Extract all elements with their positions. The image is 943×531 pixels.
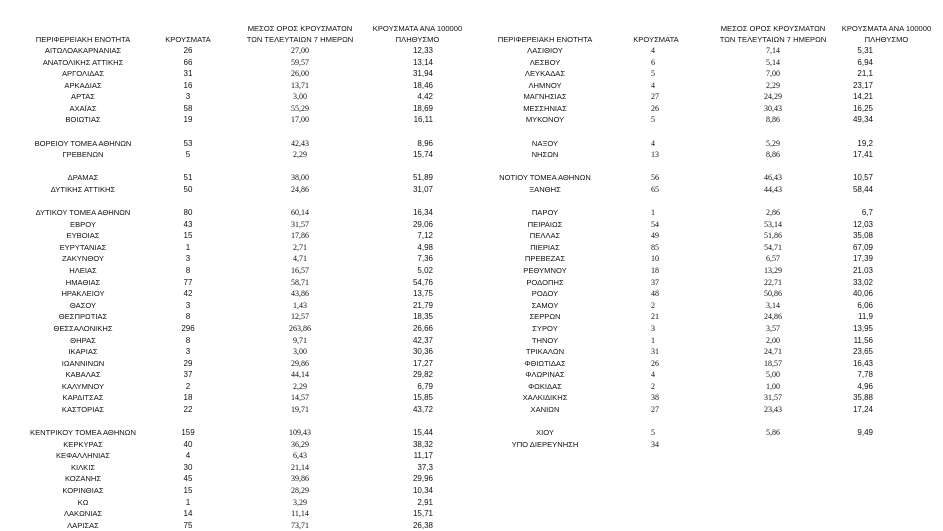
cases-cell: 5 xyxy=(185,150,191,160)
avg-7day-cell: 60,14 xyxy=(291,208,309,218)
region-name-cell: ΦΘΙΩΤΙΔΑΣ xyxy=(524,358,566,368)
per-100k-cell: 17,27 xyxy=(412,358,433,368)
avg-7day-cell: 28,29 xyxy=(291,486,309,496)
cases-cell: 27 xyxy=(651,404,659,414)
per-100k-cell: 6,7 xyxy=(861,208,873,218)
cases-cell: 16 xyxy=(183,80,193,90)
cases-cell: 43 xyxy=(183,219,193,229)
avg-7day-cell: 3,00 xyxy=(293,92,307,102)
region-name-cell: ΑΡΚΑΔΙΑΣ xyxy=(64,80,102,90)
avg-7day-cell: 21,14 xyxy=(291,462,309,472)
per-100k-cell: 7,78 xyxy=(857,370,873,380)
avg-7day-cell: 58,71 xyxy=(291,277,309,287)
region-name-cell: ΣΕΡΡΩΝ xyxy=(529,312,561,322)
cases-cell: 5 xyxy=(651,428,655,438)
region-name-cell: ΜΕΣΣΗΝΙΑΣ xyxy=(523,103,567,113)
region-name-cell: ΗΡΑΚΛΕΙΟΥ xyxy=(61,289,105,299)
avg-7day-cell: 6,43 xyxy=(293,451,307,461)
avg-7day-cell: 1,43 xyxy=(293,300,307,310)
cases-cell: 5 xyxy=(651,69,655,79)
avg-7day-cell: 30,43 xyxy=(764,103,782,113)
avg-7day-cell: 2,29 xyxy=(293,381,307,391)
cases-cell: 21 xyxy=(651,312,659,322)
per-100k-cell: 67,09 xyxy=(852,242,873,252)
per-100k-cell: 18,46 xyxy=(412,80,433,90)
per-100k-cell: 49,34 xyxy=(852,115,873,125)
per-100k-cell: 8,96 xyxy=(417,138,433,148)
header-cases-right: ΚΡΟΥΣΜΑΤΑ xyxy=(633,35,679,44)
region-name-cell: ΚΕΡΚΥΡΑΣ xyxy=(63,439,103,449)
cases-cell: 159 xyxy=(181,428,195,438)
per-100k-cell: 5,02 xyxy=(417,266,433,276)
region-name-cell: ΧΑΝΙΩΝ xyxy=(530,404,560,414)
region-name-cell: ΚΕΦΑΛΛΗΝΙΑΣ xyxy=(55,451,111,461)
per-100k-cell: 13,95 xyxy=(852,323,873,333)
cases-cell: 48 xyxy=(651,289,659,299)
region-name-cell: ΞΑΝΘΗΣ xyxy=(529,184,561,194)
per-100k-cell: 35,88 xyxy=(852,393,873,403)
avg-7day-cell: 44,43 xyxy=(764,184,782,194)
avg-7day-cell: 31,57 xyxy=(291,219,309,229)
cases-cell: 37 xyxy=(651,277,659,287)
per-100k-cell: 15,85 xyxy=(412,393,433,403)
per-100k-cell: 43,72 xyxy=(412,404,433,414)
per-100k-cell: 7,36 xyxy=(417,254,433,264)
avg-7day-cell: 1,00 xyxy=(766,381,780,391)
header-per100k-left-line2: ΠΛΗΘΥΣΜΟ xyxy=(395,35,440,44)
region-name-cell: ΚΟΖΑΝΗΣ xyxy=(64,474,102,484)
region-name-cell: ΕΥΒΟΙΑΣ xyxy=(66,231,100,241)
avg-7day-cell: 19,71 xyxy=(291,404,309,414)
avg-7day-cell: 2,71 xyxy=(293,242,307,252)
region-name-cell: ΡΟΔΟΠΗΣ xyxy=(526,277,564,287)
cases-cell: 1 xyxy=(185,497,191,507)
avg-7day-cell: 2,86 xyxy=(766,208,780,218)
per-100k-cell: 13,75 xyxy=(412,289,433,299)
cases-cell: 3 xyxy=(185,300,191,310)
per-100k-cell: 54,76 xyxy=(412,277,433,287)
header-per100k-right-line2: ΠΛΗΘΥΣΜΟ xyxy=(864,35,909,44)
region-name-cell: ΙΚΑΡΙΑΣ xyxy=(68,347,98,357)
region-name-cell: ΠΙΕΡΙΑΣ xyxy=(530,242,560,252)
cases-cell: 15 xyxy=(183,231,193,241)
cases-cell: 26 xyxy=(651,103,659,113)
region-name-cell: ΥΠΟ ΔΙΕΡΕΥΝΗΣΗ xyxy=(511,439,579,449)
cases-cell: 40 xyxy=(183,439,193,449)
region-name-cell: ΜΑΓΝΗΣΙΑΣ xyxy=(523,92,567,102)
cases-cell: 26 xyxy=(651,358,659,368)
region-name-cell: ΤΗΝΟΥ xyxy=(531,335,559,345)
avg-7day-cell: 31,57 xyxy=(764,393,782,403)
per-100k-cell: 29,06 xyxy=(412,219,433,229)
region-name-cell: ΑΝΑΤΟΛΙΚΗΣ ΑΤΤΙΚΗΣ xyxy=(42,57,124,67)
per-100k-cell: 16,25 xyxy=(852,103,873,113)
cases-cell: 4 xyxy=(185,451,191,461)
cases-cell: 1 xyxy=(185,242,191,252)
avg-7day-cell: 55,29 xyxy=(291,103,309,113)
per-100k-cell: 16,34 xyxy=(412,208,433,218)
cases-cell: 26 xyxy=(183,46,193,55)
cases-cell: 56 xyxy=(651,173,659,183)
cases-cell: 3 xyxy=(651,323,655,333)
per-100k-cell: 35,08 xyxy=(852,231,873,241)
cases-cell: 80 xyxy=(183,208,193,218)
cases-cell: 51 xyxy=(183,173,193,183)
avg-7day-cell: 24,86 xyxy=(291,184,309,194)
cases-cell: 13 xyxy=(651,150,659,160)
per-100k-cell: 31,07 xyxy=(412,184,433,194)
cases-cell: 14 xyxy=(183,509,193,519)
per-100k-cell: 4,98 xyxy=(417,242,433,252)
per-100k-cell: 11,17 xyxy=(413,451,433,461)
per-100k-cell: 4,96 xyxy=(857,381,873,391)
per-100k-cell: 21,79 xyxy=(412,300,433,310)
region-name-cell: ΔΥΤΙΚΗΣ ΑΤΤΙΚΗΣ xyxy=(50,184,116,194)
cases-cell: 38 xyxy=(651,393,659,403)
avg-7day-cell: 17,86 xyxy=(291,231,309,241)
per-100k-cell: 15,71 xyxy=(412,509,433,519)
per-100k-cell: 5,31 xyxy=(857,46,873,55)
avg-7day-cell: 8,86 xyxy=(766,150,780,160)
region-name-cell: ΘΕΣΣΑΛΟΝΙΚΗΣ xyxy=(53,323,113,333)
avg-7day-cell: 53,14 xyxy=(764,219,782,229)
per-100k-cell: 29,96 xyxy=(412,474,433,484)
avg-7day-cell: 12,57 xyxy=(291,312,309,322)
avg-7day-cell: 3,29 xyxy=(293,497,307,507)
avg-7day-cell: 50,86 xyxy=(764,289,782,299)
per-100k-cell: 15,74 xyxy=(412,150,433,160)
region-name-cell: ΣΥΡΟΥ xyxy=(532,323,558,333)
avg-7day-cell: 46,43 xyxy=(764,173,782,183)
avg-7day-cell: 36,29 xyxy=(291,439,309,449)
avg-7day-cell: 24,29 xyxy=(764,92,782,102)
cases-cell: 34 xyxy=(651,439,659,449)
region-name-cell: ΜΥΚΟΝΟΥ xyxy=(525,115,565,125)
per-100k-cell: 14,21 xyxy=(852,92,873,102)
avg-7day-cell: 42,43 xyxy=(291,138,309,148)
per-100k-cell: 10,57 xyxy=(852,173,873,183)
avg-7day-cell: 54,71 xyxy=(764,242,782,252)
cases-cell: 31 xyxy=(651,347,659,357)
region-name-cell: ΖΑΚΥΝΘΟΥ xyxy=(62,254,104,264)
cases-cell: 37 xyxy=(183,370,193,380)
per-100k-cell: 18,69 xyxy=(412,103,433,113)
avg-7day-cell: 11,14 xyxy=(291,509,309,519)
region-name-cell: ΑΙΤΩΛΟΑΚΑΡΝΑΝΙΑΣ xyxy=(44,46,122,55)
per-100k-cell: 21,03 xyxy=(852,266,873,276)
header-avg-right-line2: ΤΩΝ ΤΕΛΕΥΤΑΙΩΝ 7 ΗΜΕΡΩΝ xyxy=(719,35,827,44)
region-name-cell: ΡΕΘΥΜΝΟΥ xyxy=(523,266,567,276)
per-100k-cell: 12,33 xyxy=(412,46,433,55)
avg-7day-cell: 7,14 xyxy=(766,46,780,55)
header-per100k-right-line1: ΚΡΟΥΣΜΑΤΑ ΑΝΑ 100000 xyxy=(841,24,932,33)
cases-cell: 50 xyxy=(183,184,193,194)
cases-cell: 3 xyxy=(185,92,191,102)
per-100k-cell: 6,79 xyxy=(417,381,433,391)
header-per100k-left-line1: ΚΡΟΥΣΜΑΤΑ ΑΝΑ 100000 xyxy=(372,24,463,33)
avg-7day-cell: 13,71 xyxy=(291,80,309,90)
region-name-cell: ΗΛΕΙΑΣ xyxy=(69,266,97,276)
cases-cell: 2 xyxy=(651,381,655,391)
cases-cell: 2 xyxy=(651,300,655,310)
cases-cell: 5 xyxy=(651,115,655,125)
avg-7day-cell: 8,86 xyxy=(766,115,780,125)
avg-7day-cell: 5,29 xyxy=(766,138,780,148)
header-avg-right-line1: ΜΕΣΟΣ ΟΡΟΣ ΚΡΟΥΣΜΑΤΩΝ xyxy=(720,24,826,33)
cases-cell: 85 xyxy=(651,242,659,252)
cases-cell: 75 xyxy=(183,520,193,530)
avg-7day-cell: 6,57 xyxy=(766,254,780,264)
region-name-cell: ΠΡΕΒΕΖΑΣ xyxy=(524,254,566,264)
region-name-cell: ΧΑΛΚΙΔΙΚΗΣ xyxy=(522,393,568,403)
cases-cell: 45 xyxy=(183,474,193,484)
region-name-cell: ΛΑΡΙΣΑΣ xyxy=(67,520,99,530)
region-name-cell: ΦΩΚΙΔΑΣ xyxy=(528,381,562,391)
per-100k-cell: 9,49 xyxy=(857,428,873,438)
avg-7day-cell: 13,29 xyxy=(764,266,782,276)
per-100k-cell: 2,91 xyxy=(417,497,433,507)
avg-7day-cell: 38,00 xyxy=(291,173,309,183)
per-100k-cell: 19,2 xyxy=(857,138,873,148)
per-100k-cell: 10,34 xyxy=(412,486,433,496)
region-name-cell: ΚΩ xyxy=(77,497,89,507)
per-100k-cell: 12,03 xyxy=(852,219,873,229)
region-name-cell: ΛΑΣΙΘΙΟΥ xyxy=(527,46,563,55)
region-name-cell: ΚΑΛΥΜΝΟΥ xyxy=(61,381,105,391)
avg-7day-cell: 17,00 xyxy=(291,115,309,125)
cases-cell: 4 xyxy=(651,80,655,90)
per-100k-cell: 29,82 xyxy=(412,370,433,380)
region-name-cell: ΚΑΡΔΙΤΣΑΣ xyxy=(62,393,104,403)
avg-7day-cell: 51,86 xyxy=(764,231,782,241)
avg-7day-cell: 16,57 xyxy=(291,266,309,276)
per-100k-cell: 16,43 xyxy=(852,358,873,368)
cases-cell: 10 xyxy=(651,254,659,264)
per-100k-cell: 26,38 xyxy=(412,520,433,530)
avg-7day-cell: 9,71 xyxy=(293,335,307,345)
per-100k-cell: 17,41 xyxy=(852,150,873,160)
cases-cell: 18 xyxy=(651,266,659,276)
header-avg-left-line1: ΜΕΣΟΣ ΟΡΟΣ ΚΡΟΥΣΜΑΤΩΝ xyxy=(247,24,353,33)
region-name-cell: ΠΑΡΟΥ xyxy=(531,208,559,218)
avg-7day-cell: 2,00 xyxy=(766,335,780,345)
region-name-cell: ΠΕΙΡΑΙΩΣ xyxy=(527,219,563,229)
header-region-left: ΠΕΡΙΦΕΡΕΙΑΚΗ ΕΝΟΤΗΤΑ xyxy=(35,35,131,44)
per-100k-cell: 6,06 xyxy=(857,300,873,310)
region-name-cell: ΚΙΛΚΙΣ xyxy=(70,462,96,472)
region-name-cell: ΒΟΙΩΤΙΑΣ xyxy=(65,115,101,125)
per-100k-cell: 16,11 xyxy=(413,115,433,125)
per-100k-cell: 17,39 xyxy=(852,254,873,264)
per-100k-cell: 13,14 xyxy=(412,57,433,67)
avg-7day-cell: 3,57 xyxy=(766,323,780,333)
avg-7day-cell: 5,14 xyxy=(766,57,780,67)
region-name-cell: ΘΑΣΟΥ xyxy=(69,300,97,310)
per-100k-cell: 26,66 xyxy=(412,323,433,333)
cases-cell: 1 xyxy=(651,208,655,218)
cases-cell: 2 xyxy=(185,381,191,391)
avg-7day-cell: 2,29 xyxy=(766,80,780,90)
header-cases-left: ΚΡΟΥΣΜΑΤΑ xyxy=(165,35,211,44)
avg-7day-cell: 109,43 xyxy=(289,428,311,438)
per-100k-cell: 6,94 xyxy=(857,57,873,67)
cases-cell: 58 xyxy=(183,103,193,113)
cases-cell: 66 xyxy=(183,57,193,67)
cases-cell: 54 xyxy=(651,219,659,229)
region-name-cell: ΔΡΑΜΑΣ xyxy=(67,173,99,183)
avg-7day-cell: 23,43 xyxy=(764,404,782,414)
region-name-cell: ΝΟΤΙΟΥ ΤΟΜΕΑ ΑΘΗΝΩΝ xyxy=(499,173,591,183)
per-100k-cell: 4,42 xyxy=(417,92,433,102)
region-name-cell: ΝΗΣΩΝ xyxy=(531,150,559,160)
per-100k-cell: 30,36 xyxy=(412,347,433,357)
avg-7day-cell: 29,86 xyxy=(291,358,309,368)
per-100k-cell: 31,94 xyxy=(412,69,433,79)
region-name-cell: ΘΗΡΑΣ xyxy=(70,335,96,345)
avg-7day-cell: 3,00 xyxy=(293,347,307,357)
avg-7day-cell: 44,14 xyxy=(291,370,309,380)
region-name-cell: ΛΗΜΝΟΥ xyxy=(528,80,562,90)
per-100k-cell: 38,32 xyxy=(412,439,433,449)
cases-cell: 15 xyxy=(183,486,193,496)
region-name-cell: ΑΧΑΪΑΣ xyxy=(69,103,97,113)
cases-cell: 22 xyxy=(183,404,193,414)
per-100k-cell: 21,1 xyxy=(857,69,873,79)
cases-cell: 1 xyxy=(651,335,655,345)
region-name-cell: ΙΩΑΝΝΙΝΩΝ xyxy=(61,358,105,368)
cases-cell: 3 xyxy=(185,347,191,357)
cases-cell: 3 xyxy=(185,254,191,264)
per-100k-cell: 58,44 xyxy=(852,184,873,194)
cases-cell: 49 xyxy=(651,231,659,241)
avg-7day-cell: 4,71 xyxy=(293,254,307,264)
region-name-cell: ΡΟΔΟΥ xyxy=(531,289,559,299)
region-name-cell: ΝΑΞΟΥ xyxy=(531,138,559,148)
cases-cell: 53 xyxy=(183,138,193,148)
per-100k-cell: 11,9 xyxy=(858,312,873,322)
region-name-cell: ΒΟΡΕΙΟΥ ΤΟΜΕΑ ΑΘΗΝΩΝ xyxy=(34,138,132,148)
header-avg-left-line2: ΤΩΝ ΤΕΛΕΥΤΑΙΩΝ 7 ΗΜΕΡΩΝ xyxy=(246,35,354,44)
cases-cell: 18 xyxy=(183,393,193,403)
region-name-cell: ΓΡΕΒΕΝΩΝ xyxy=(62,150,104,160)
per-100k-cell: 37,3 xyxy=(417,462,433,472)
avg-7day-cell: 2,29 xyxy=(293,150,307,160)
cases-cell: 4 xyxy=(651,138,655,148)
region-name-cell: ΚΑΣΤΟΡΙΑΣ xyxy=(61,404,105,414)
region-name-cell: ΛΕΥΚΑΔΑΣ xyxy=(524,69,566,79)
per-100k-cell: 7,12 xyxy=(417,231,433,241)
cases-cell: 27 xyxy=(651,92,659,102)
avg-7day-cell: 24,86 xyxy=(764,312,782,322)
region-name-cell: ΗΜΑΘΙΑΣ xyxy=(65,277,101,287)
per-100k-cell: 17,24 xyxy=(852,404,873,414)
region-name-cell: ΕΒΡΟΥ xyxy=(70,219,96,229)
region-name-cell: ΘΕΣΠΡΩΤΙΑΣ xyxy=(58,312,108,322)
avg-7day-cell: 27,00 xyxy=(291,46,309,55)
per-100k-cell: 33,02 xyxy=(852,277,873,287)
region-name-cell: ΕΥΡΥΤΑΝΙΑΣ xyxy=(59,242,107,252)
cases-cell: 19 xyxy=(183,115,193,125)
region-name-cell: ΧΙΟΥ xyxy=(536,428,554,438)
cases-cell: 31 xyxy=(183,69,193,79)
cases-cell: 77 xyxy=(183,277,193,287)
cases-cell: 30 xyxy=(183,462,193,472)
region-name-cell: ΚΟΡΙΝΘΙΑΣ xyxy=(62,486,104,496)
avg-7day-cell: 3,14 xyxy=(766,300,780,310)
avg-7day-cell: 7,00 xyxy=(766,69,780,79)
region-name-cell: ΚΕΝΤΡΙΚΟΥ ΤΟΜΕΑ ΑΘΗΝΩΝ xyxy=(30,428,136,438)
per-100k-cell: 40,06 xyxy=(852,289,873,299)
region-name-cell: ΑΡΤΑΣ xyxy=(71,92,95,102)
region-name-cell: ΛΑΚΩΝΙΑΣ xyxy=(63,509,103,519)
region-name-cell: ΣΑΜΟΥ xyxy=(531,300,559,310)
per-100k-cell: 11,56 xyxy=(853,335,873,345)
avg-7day-cell: 26,00 xyxy=(291,69,309,79)
cases-cell: 42 xyxy=(183,289,193,299)
avg-7day-cell: 263,86 xyxy=(289,323,311,333)
per-100k-cell: 42,37 xyxy=(412,335,433,345)
region-name-cell: ΤΡΙΚΑΛΩΝ xyxy=(525,347,565,357)
header-region-right: ΠΕΡΙΦΕΡΕΙΑΚΗ ΕΝΟΤΗΤΑ xyxy=(497,35,593,44)
region-name-cell: ΑΡΓΟΛΙΔΑΣ xyxy=(61,69,105,79)
avg-7day-cell: 5,00 xyxy=(766,370,780,380)
avg-7day-cell: 24,71 xyxy=(764,347,782,357)
cases-cell: 29 xyxy=(183,358,193,368)
per-100k-cell: 15,44 xyxy=(412,428,433,438)
region-name-cell: ΔΥΤΙΚΟΥ ΤΟΜΕΑ ΑΘΗΝΩΝ xyxy=(35,208,131,218)
per-100k-cell: 18,35 xyxy=(412,312,433,322)
per-100k-cell: 51,89 xyxy=(412,173,433,183)
cases-cell: 4 xyxy=(651,370,655,380)
per-100k-cell: 23,65 xyxy=(852,347,873,357)
avg-7day-cell: 43,86 xyxy=(291,289,309,299)
avg-7day-cell: 18,57 xyxy=(764,358,782,368)
avg-7day-cell: 73,71 xyxy=(291,520,309,530)
cases-cell: 296 xyxy=(181,323,195,333)
region-name-cell: ΦΛΩΡΙΝΑΣ xyxy=(525,370,565,380)
avg-7day-cell: 14,57 xyxy=(291,393,309,403)
per-100k-cell: 23,17 xyxy=(852,80,873,90)
cases-cell: 8 xyxy=(185,335,191,345)
cases-cell: 65 xyxy=(651,184,659,194)
cases-cell: 8 xyxy=(185,266,191,276)
cases-cell: 8 xyxy=(185,312,191,322)
region-name-cell: ΚΑΒΑΛΑΣ xyxy=(65,370,101,380)
avg-7day-cell: 5,86 xyxy=(766,428,780,438)
region-name-cell: ΠΕΛΛΑΣ xyxy=(529,231,561,241)
region-name-cell: ΛΕΣΒΟΥ xyxy=(529,57,561,67)
avg-7day-cell: 22,71 xyxy=(764,277,782,287)
avg-7day-cell: 59,57 xyxy=(291,57,309,67)
avg-7day-cell: 39,86 xyxy=(291,474,309,484)
cases-cell: 6 xyxy=(651,57,655,67)
cases-cell: 4 xyxy=(651,46,655,55)
